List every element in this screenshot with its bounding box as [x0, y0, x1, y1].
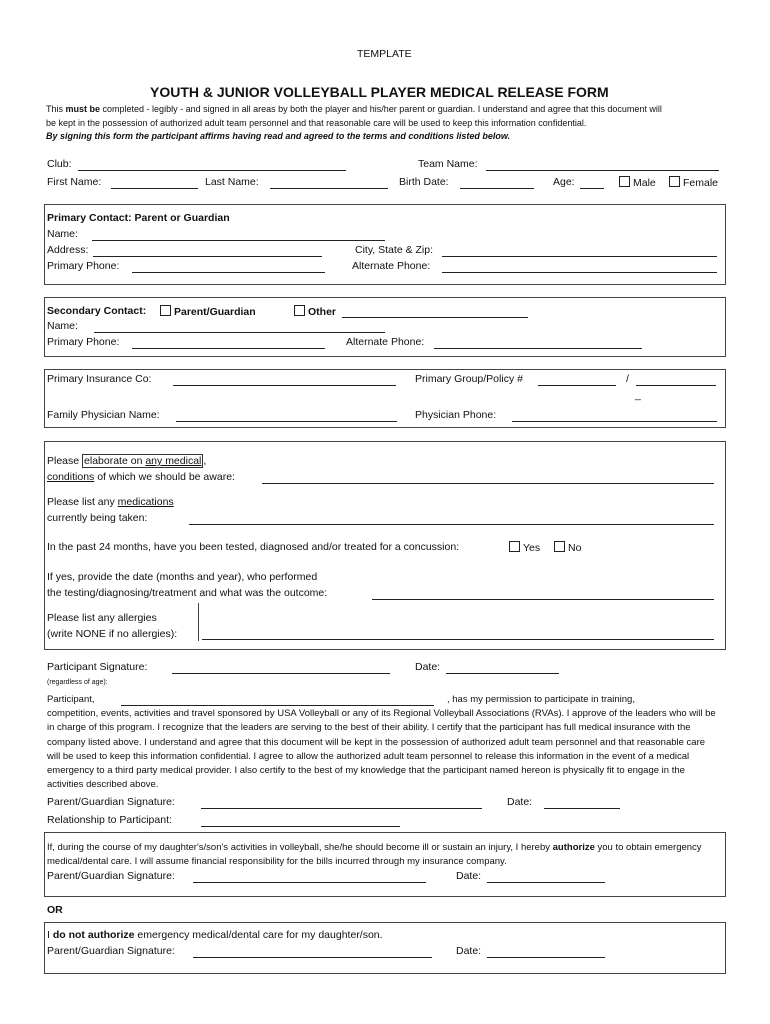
participant-date-field[interactable]	[446, 673, 559, 674]
policy-slash: /	[626, 373, 629, 385]
physician-label: Family Physician Name:	[47, 409, 160, 421]
first-name-field[interactable]	[111, 188, 198, 189]
policy-dash: _	[635, 389, 641, 401]
secondary-alt-phone-field[interactable]	[434, 348, 642, 349]
participant-name-field[interactable]	[121, 705, 434, 706]
medications-field[interactable]	[189, 524, 714, 525]
birth-date-label: Birth Date:	[399, 176, 449, 188]
allergies-line-1: Please list any allergies	[47, 612, 157, 624]
parent-signature-label: Parent/Guardian Signature:	[47, 796, 175, 808]
secondary-phone-field[interactable]	[132, 348, 325, 349]
if-yes-line-2: the testing/diagnosing/treatment and what was the outcome:	[47, 587, 328, 599]
participant-name-label: Participant,	[47, 694, 95, 705]
primary-alt-phone-field[interactable]	[442, 272, 717, 273]
intro-line-2: be kept in the possession of authorized adult team personnel and that reasonable care will be used to keep this information confidential.	[46, 118, 587, 128]
secondary-contact-heading: Secondary Contact:	[47, 305, 147, 317]
permission-paragraph: competition, events, activities and travel sponsored by USA Volleyball or any of its Regional Volleyball Associations (RVAs). I approve of the leaders who will be in charge of this program. I recognize that the leaders are serving to the best of their ability. I certify that the participant has full medical insurance with the company listed above. I understand and agree that this document will be kept in the possession of authorized adult team personnel and that reasonable care will be used to keep this information confidential. I agree to allow the authorized adult team personnel to release this information in the event of a medical emergency to a third party medical provider. I also certify to the best of my knowledge that the participant named hereon is physically fit to engage in the activities described above.	[47, 708, 716, 791]
not-authorize-parent-signature-field[interactable]	[193, 957, 432, 958]
age-field[interactable]	[580, 188, 604, 189]
last-name-label: Last Name:	[205, 176, 259, 188]
primary-contact-heading: Primary Contact: Parent or Guardian	[47, 212, 230, 224]
primary-city-field[interactable]	[442, 256, 717, 257]
primary-phone-label: Primary Phone:	[47, 260, 120, 272]
template-label: TEMPLATE	[357, 48, 412, 60]
parent-guardian-checkbox[interactable]	[160, 305, 171, 316]
concussion-no-option[interactable]: No	[554, 541, 581, 554]
participant-signature-label: Participant Signature:	[47, 661, 148, 673]
secondary-other-field[interactable]	[342, 317, 528, 318]
authorize-date-label: Date:	[456, 870, 482, 882]
secondary-parent-option[interactable]: Parent/Guardian	[160, 305, 256, 318]
conditions-prompt-line-2: conditions of which we should be aware:	[47, 471, 235, 483]
medications-prompt-line-1: Please list any medications	[47, 496, 174, 508]
concussion-details-field[interactable]	[372, 599, 714, 600]
insurance-label: Primary Insurance Co:	[47, 373, 152, 385]
policy-field[interactable]	[636, 385, 716, 386]
first-name-label: First Name:	[47, 176, 102, 188]
physician-field[interactable]	[176, 421, 397, 422]
allergies-line-2: (write NONE if no allergies):	[47, 628, 178, 640]
primary-city-label: City, State & Zip:	[355, 244, 433, 256]
secondary-name-field[interactable]	[94, 332, 385, 333]
female-checkbox[interactable]	[669, 176, 680, 187]
not-authorize-parent-signature-label: Parent/Guardian Signature:	[47, 945, 175, 957]
participant-signature-field[interactable]	[172, 673, 390, 674]
authorize-parent-signature-field[interactable]	[193, 882, 426, 883]
relationship-label: Relationship to Participant:	[47, 814, 172, 826]
group-field[interactable]	[538, 385, 616, 386]
if-yes-line-1: If yes, provide the date (months and year), who performed	[47, 571, 318, 583]
secondary-alt-phone-label: Alternate Phone:	[346, 336, 425, 348]
other-checkbox[interactable]	[294, 305, 305, 316]
club-field[interactable]	[78, 170, 346, 171]
age-label: Age:	[553, 176, 575, 188]
not-authorize-date-label: Date:	[456, 945, 482, 957]
form-title: YOUTH & JUNIOR VOLLEYBALL PLAYER MEDICAL RELEASE FORM	[150, 84, 609, 100]
not-authorize-date-field[interactable]	[487, 957, 605, 958]
permission-text: , has my permission to participate in training,	[447, 694, 635, 705]
secondary-phone-label: Primary Phone:	[47, 336, 120, 348]
concussion-yes-checkbox[interactable]	[509, 541, 520, 552]
primary-name-label: Name:	[47, 228, 78, 240]
physician-phone-label: Physician Phone:	[415, 409, 497, 421]
last-name-field[interactable]	[270, 188, 388, 189]
team-name-field[interactable]	[486, 170, 719, 171]
primary-phone-field[interactable]	[132, 272, 325, 273]
secondary-other-option[interactable]: Other	[294, 305, 336, 318]
male-checkbox[interactable]	[619, 176, 630, 187]
parent-signature-field[interactable]	[201, 808, 482, 809]
primary-address-field[interactable]	[93, 256, 322, 257]
team-name-label: Team Name:	[418, 158, 478, 170]
insurance-field[interactable]	[173, 385, 396, 386]
conditions-prompt-line-1: Please elaborate on any medical ,	[47, 455, 207, 467]
birth-date-field[interactable]	[460, 188, 534, 189]
parent-date-label: Date:	[507, 796, 533, 808]
medications-prompt-line-2: currently being taken:	[47, 512, 148, 524]
primary-address-label: Address:	[47, 244, 89, 256]
regardless-of-age-note: (regardless of age):	[47, 679, 108, 686]
not-authorize-text: I do not authorize emergency medical/dental care for my daughter/son.	[47, 929, 383, 941]
club-label: Club:	[47, 158, 72, 170]
parent-date-field[interactable]	[544, 808, 620, 809]
concussion-question: In the past 24 months, have you been tested, diagnosed and/or treated for a concussion:	[47, 541, 460, 553]
conditions-field[interactable]	[262, 483, 714, 484]
participant-date-label: Date:	[415, 661, 441, 673]
group-policy-label: Primary Group/Policy #	[415, 373, 523, 385]
authorize-text: If, during the course of my daughter's/son's activities in volleyball, she/he should become ill or sustain an injury, I hereby authorize you to obtain emergency medical/dental care. I will assume financial responsibility for the bills incurred through my insurance company.	[47, 842, 702, 867]
primary-name-field[interactable]	[92, 240, 385, 241]
primary-alt-phone-label: Alternate Phone:	[352, 260, 431, 272]
allergies-divider	[198, 603, 199, 641]
concussion-yes-option[interactable]: Yes	[509, 541, 540, 554]
intro-line-1: This must be completed - legibly - and signed in all areas by both the player and his/her parent or guardian. I understand and agree that this document will	[46, 104, 662, 114]
female-option[interactable]: Female	[669, 176, 718, 189]
physician-phone-field[interactable]	[512, 421, 717, 422]
relationship-field[interactable]	[201, 826, 400, 827]
authorize-parent-signature-label: Parent/Guardian Signature:	[47, 870, 175, 882]
secondary-name-label: Name:	[47, 320, 78, 332]
concussion-no-checkbox[interactable]	[554, 541, 565, 552]
or-label: OR	[47, 904, 63, 916]
male-option[interactable]: Male	[619, 176, 656, 189]
authorize-date-field[interactable]	[487, 882, 605, 883]
intro-italic: By signing this form the participant affirms having read and agreed to the terms and conditions listed below.	[46, 131, 511, 141]
allergies-field[interactable]	[202, 639, 714, 640]
